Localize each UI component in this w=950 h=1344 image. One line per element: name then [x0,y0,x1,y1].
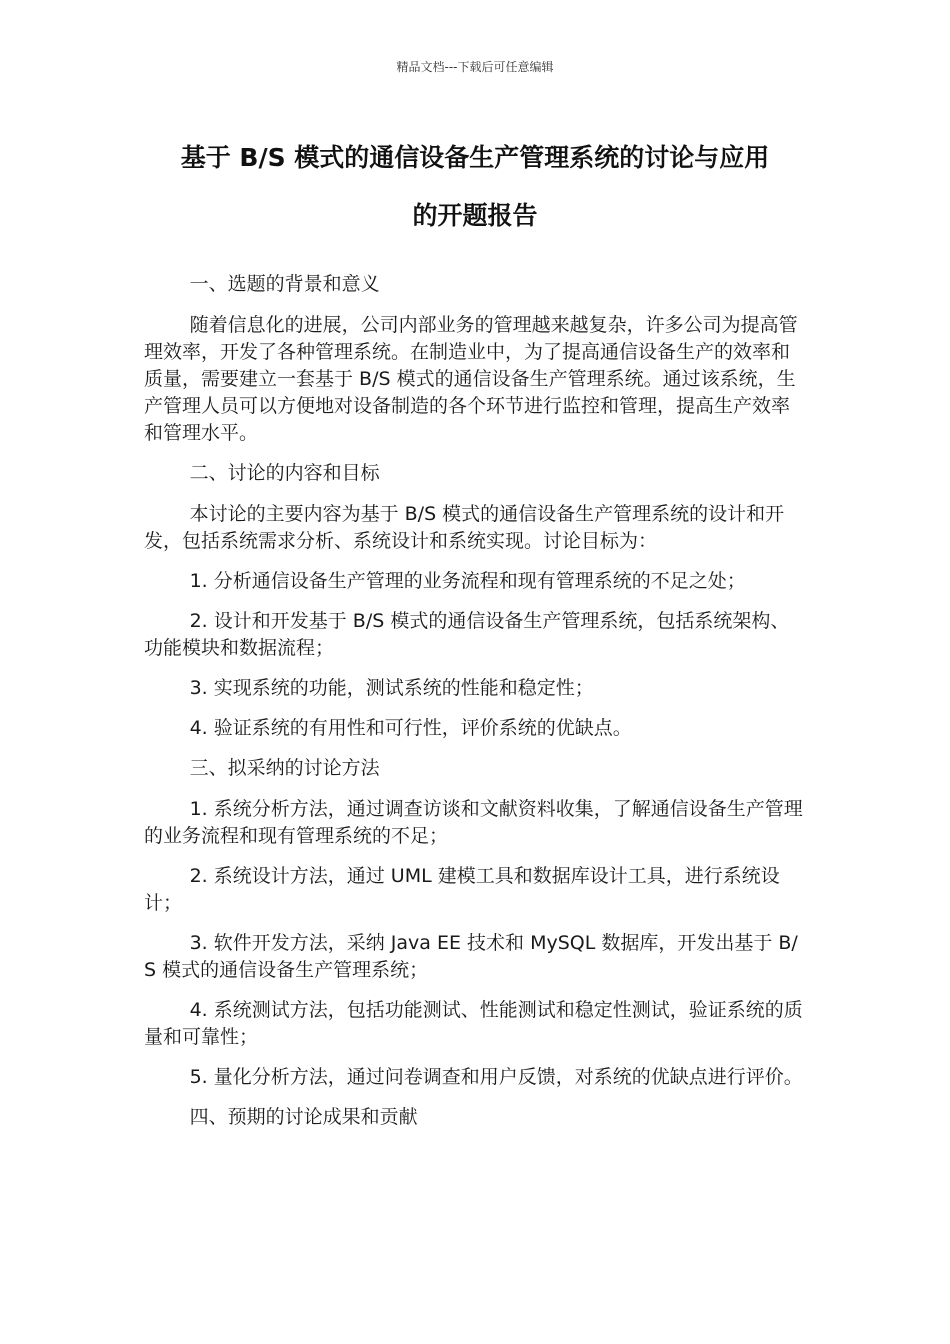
goal-item-4: 4. 验证系统的有用性和可行性，评价系统的优缺点。 [189,717,632,739]
method-item-1: 1. 系统分析方法，通过调查访谈和文献资料收集，了解通信设备生产管理的业务流程和现有管理系统的不足； [144,798,803,847]
document-title-line-2: 的开题报告 [412,201,538,230]
goal-item-3: 3. 实现系统的功能，测试系统的性能和稳定性； [189,677,594,699]
method-item-2: 2. 系统设计方法，通过 UML 建模工具和数据库设计工具，进行系统设计； [144,865,780,914]
section-heading-expected-results: 四、预期的讨论成果和贡献 [189,1106,418,1128]
document-title-line-1: 基于 B/S 模式的通信设备生产管理系统的讨论与应用 [180,143,770,172]
section-heading-content-goals: 二、讨论的内容和目标 [189,462,380,484]
header-note: 精品文档---下载后可任意编辑 [396,60,554,74]
document-body [144,271,804,1145]
method-item-4: 4. 系统测试方法，包括功能测试、性能测试和稳定性测试，验证系统的质量和可靠性； [144,999,803,1048]
section-heading-methods: 三、拟采纳的讨论方法 [189,757,380,779]
method-item-3: 3. 软件开发方法，采纳 Java EE 技术和 MySQL 数据库，开发出基于 B/S 模式的通信设备生产管理系统； [144,932,798,981]
goal-item-1: 1. 分析通信设备生产管理的业务流程和现有管理系统的不足之处； [189,570,746,592]
method-item-5: 5. 量化分析方法，通过问卷调查和用户反馈，对系统的优缺点进行评价。 [189,1066,803,1088]
paragraph-content-goals: 本讨论的主要内容为基于 B/S 模式的通信设备生产管理系统的设计和开发，包括系统需求分析、系统设计和系统实现。讨论目标为： [144,503,785,552]
goal-item-2: 2. 设计和开发基于 B/S 模式的通信设备生产管理系统，包括系统架构、功能模块和数据流程； [144,610,790,659]
section-heading-background: 一、选题的背景和意义 [189,273,380,295]
paragraph-background: 随着信息化的进展，公司内部业务的管理越来越复杂，许多公司为提高管理效率，开发了各种管理系统。在制造业中，为了提高通信设备生产的效率和质量，需要建立一套基于 B/S 模式的通信设备生产管理系统。通过该系统，生产管理人员可以方便地对设备制造的各个环节进行监控和管理，提高生产效率和管理水平。 [144,314,798,444]
